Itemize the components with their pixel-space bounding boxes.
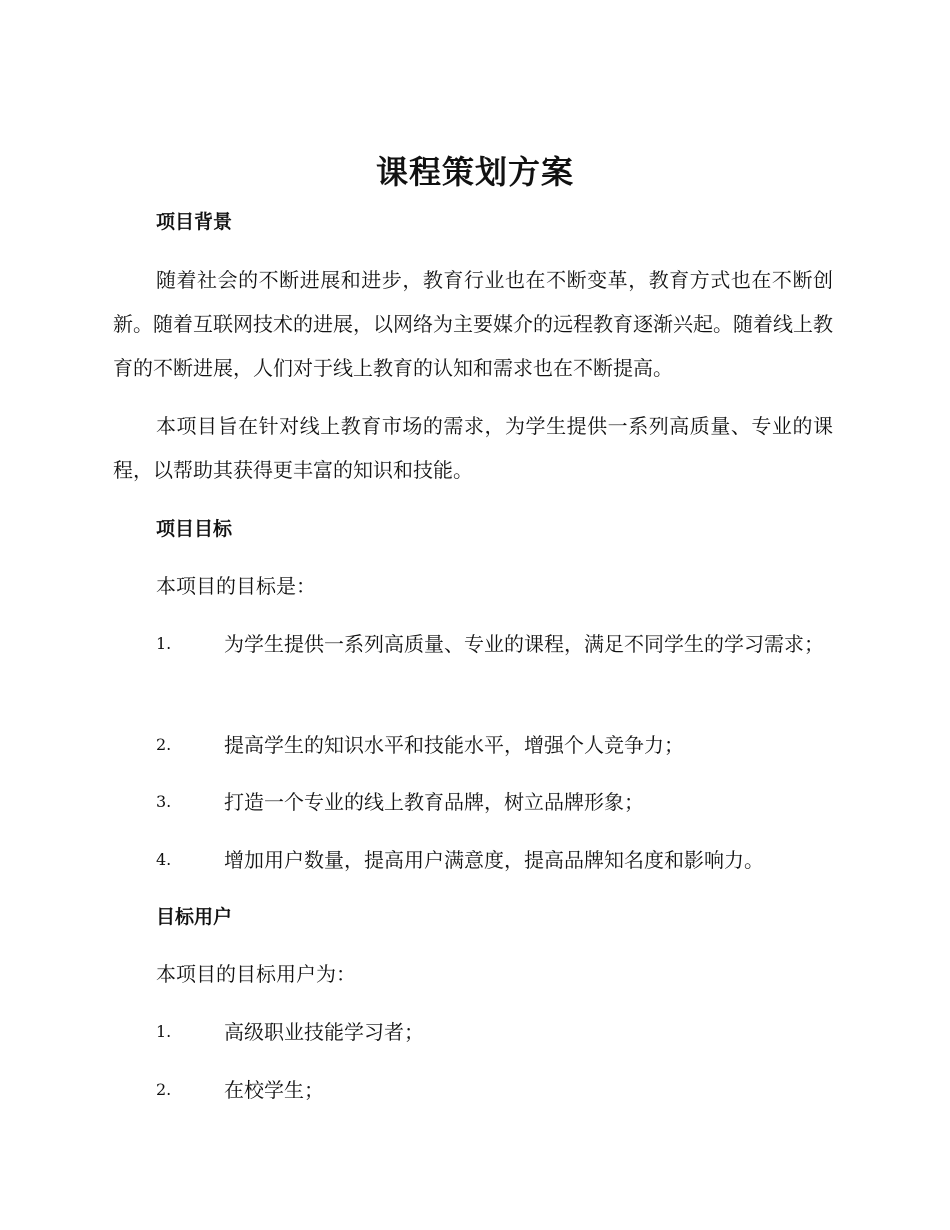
section-heading-users: 目标用户 [156,906,233,928]
list-item-text: 在校学生； [224,1078,324,1102]
users-intro: 本项目的目标用户为： [156,962,356,986]
section-heading-goals: 项目目标 [156,518,233,540]
goals-list-item [113,723,833,767]
goals-intro: 本项目的目标是： [156,574,316,598]
list-item-number: 2. [156,1080,172,1099]
list-item-text: 增加用户数量，提高用户满意度，提高品牌知名度和影响力。 [224,848,764,872]
list-item-number: 2. [156,735,172,754]
goals-list-item [113,622,833,666]
list-item-number: 4. [156,850,172,869]
goals-list-item [113,838,833,882]
list-item-text: 高级职业技能学习者； [224,1020,424,1044]
background-paragraph-2: 本项目旨在针对线上教育市场的需求，为学生提供一系列高质量、专业的课程，以帮助其获得更丰富的知识和技能。 [113,414,833,482]
document-title: 课程策划方案 [375,153,574,191]
list-item-text: 打造一个专业的线上教育品牌，树立品牌形象； [224,790,644,814]
users-list-item [113,1010,833,1054]
background-paragraph-1: 随着社会的不断进展和进步，教育行业也在不断变革，教育方式也在不断创新。随着互联网技术的进展，以网络为主要媒介的远程教育逐渐兴起。随着线上教育的不断进展，人们对于线上教育的认知和需求也在不断提高。 [113,268,833,380]
list-item-number: 3. [156,792,172,811]
section-heading-background: 项目背景 [156,211,233,233]
goals-list-item [113,780,833,824]
list-item-text: 提高学生的知识水平和技能水平，增强个人竞争力； [224,733,684,757]
list-item-number: 1. [156,634,172,653]
users-list-item [113,1068,833,1112]
list-item-number: 1. [156,1022,172,1041]
list-item-text: 为学生提供一系列高质量、专业的课程，满足不同学生的学习需求； [224,632,824,656]
